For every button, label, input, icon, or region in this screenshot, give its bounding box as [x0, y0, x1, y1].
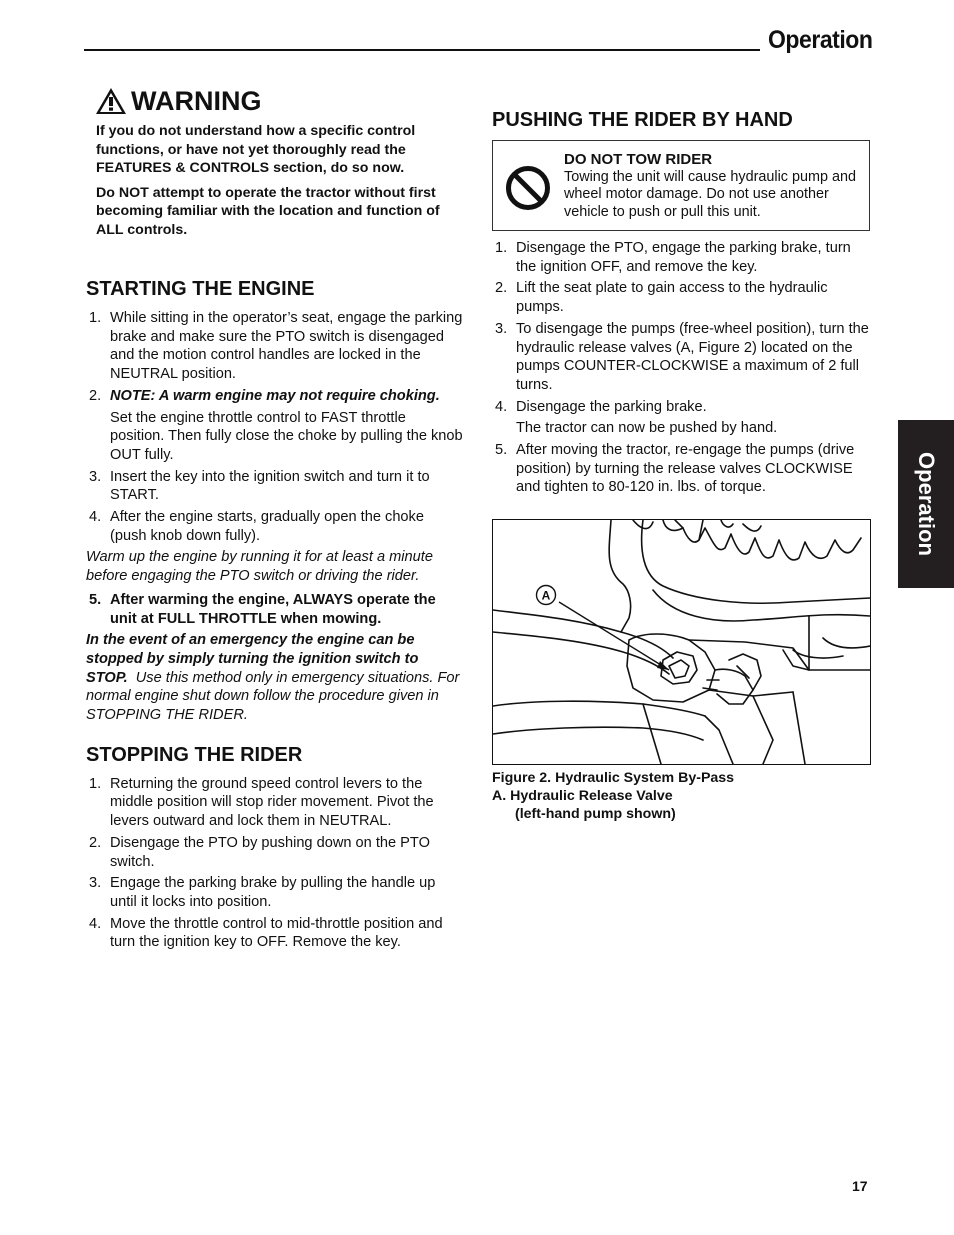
list-item: 4. Disengage the parking brake. The tractor can now be pushed by hand. — [492, 398, 870, 438]
hydraulic-pump-illustration — [493, 520, 870, 764]
starting-steps — [86, 309, 464, 545]
list-item: 3. To disengage the pumps (free-wheel position), turn the hydraulic release valves (A, Figure 2) located on the pumps COUNTER-CLOCKWISE a maximum of 2 full turns. — [495, 320, 869, 393]
do-not-tow-notice — [492, 140, 870, 231]
emergency-note: In the event of an emergency the engine can be stopped by simply turning the ignition switch to STOP. Use this method only in emergency situations. For normal engine shut down follow the procedure given in STOPPING THE RIDER. — [86, 632, 460, 724]
side-section-tab — [898, 420, 954, 588]
list-item: 2. Disengage the PTO by pushing down on the PTO switch. — [89, 834, 430, 870]
figure-caption-a-detail: (left-hand pump shown) — [515, 806, 676, 823]
stopping-steps — [86, 775, 464, 952]
list-item: 4. After the engine starts, gradually open the choke (push knob down fully). — [89, 509, 424, 544]
list-item: 5. After warming the engine, ALWAYS operate the unit at FULL THROTTLE when mowing. — [89, 591, 436, 627]
list-item: 3. Insert the key into the ignition switch and turn it to START. — [89, 468, 430, 504]
throttle-instruction: Set the engine throttle control to FAST throttle position. Then fully close the choke by pulling the knob OUT fully. — [110, 409, 463, 463]
choke-note: NOTE: A warm engine may not require choking. — [110, 387, 440, 404]
side-tab-label: Operation — [914, 452, 939, 556]
callout-a-label: A — [541, 588, 551, 603]
figure-caption — [492, 769, 870, 823]
push-by-hand-note: The tractor can now be pushed by hand. — [516, 420, 778, 437]
pushing-rider-heading: PUSHING THE RIDER BY HAND — [492, 109, 793, 131]
stopping-rider-heading: STOPPING THE RIDER — [86, 743, 303, 766]
warning-title: WARNING — [131, 85, 262, 116]
notice-text: Towing the unit will cause hydraulic pump and wheel motor damage. Do not use another vehicle to push or pull this unit. — [564, 168, 856, 220]
starting-engine-heading: STARTING THE ENGINE — [86, 278, 315, 300]
list-item: 5. After moving the tractor, re-engage the pumps (drive position) by turning the release valves CLOCKWISE and tighten to 80-120 in. lbs. of torque. — [495, 442, 855, 496]
page-section-title: Operation — [768, 26, 873, 54]
list-item: 1. Returning the ground speed control levers to the middle position will stop rider movement. Pivot the levers outward and lock them in NEUTRAL. — [89, 775, 434, 830]
list-item: 2. NOTE: A warm engine may not require choking. Set the engine throttle control to FAST throttle position. Then fully close the choke by pulling the knob OUT fully. — [89, 387, 463, 463]
page-number: 17 — [852, 1178, 868, 1194]
list-item: 1. Disengage the PTO, engage the parking brake, turn the ignition OFF, and remove the key. — [495, 240, 851, 275]
prohibited-icon — [505, 165, 551, 211]
notice-title: DO NOT TOW RIDER — [564, 151, 713, 168]
figure-caption-a: A. Hydraulic Release Valve — [492, 788, 673, 805]
header-rule — [84, 49, 760, 51]
list-item: 3. Engage the parking brake by pulling the handle up until it locks into position. — [89, 875, 436, 910]
hydraulic-system-figure — [492, 519, 871, 765]
figure-caption-title: Figure 2. Hydraulic System By-Pass — [492, 770, 735, 787]
list-item: 2. Lift the seat plate to gain access to the hydraulic pumps. — [495, 280, 828, 316]
pushing-steps — [492, 239, 870, 497]
warning-heading — [95, 86, 464, 116]
warning-paragraph-2: Do NOT attempt to operate the tractor without first becoming familiar with the location and function of ALL controls. — [96, 184, 440, 238]
warning-triangle-icon — [95, 87, 127, 115]
list-item: 1. While sitting in the operator’s seat, engage the parking brake and make sure the PTO switch is disengaged and the motion control handles are locked in the NEUTRAL position. — [89, 310, 463, 383]
warmup-note: Warm up the engine by running it for at least a minute before engaging the PTO switch or driving the rider. — [86, 549, 433, 585]
starting-steps-continued — [86, 591, 464, 628]
left-column — [86, 86, 464, 955]
right-column — [492, 108, 870, 823]
warning-paragraph-1: If you do not understand how a specific control functions, or have not yet thoroughly read the FEATURES & CONTROLS section, do so now. — [96, 123, 416, 176]
list-item: 4. Move the throttle control to mid-throttle position and turn the ignition key to OFF. Remove the key. — [89, 915, 443, 951]
